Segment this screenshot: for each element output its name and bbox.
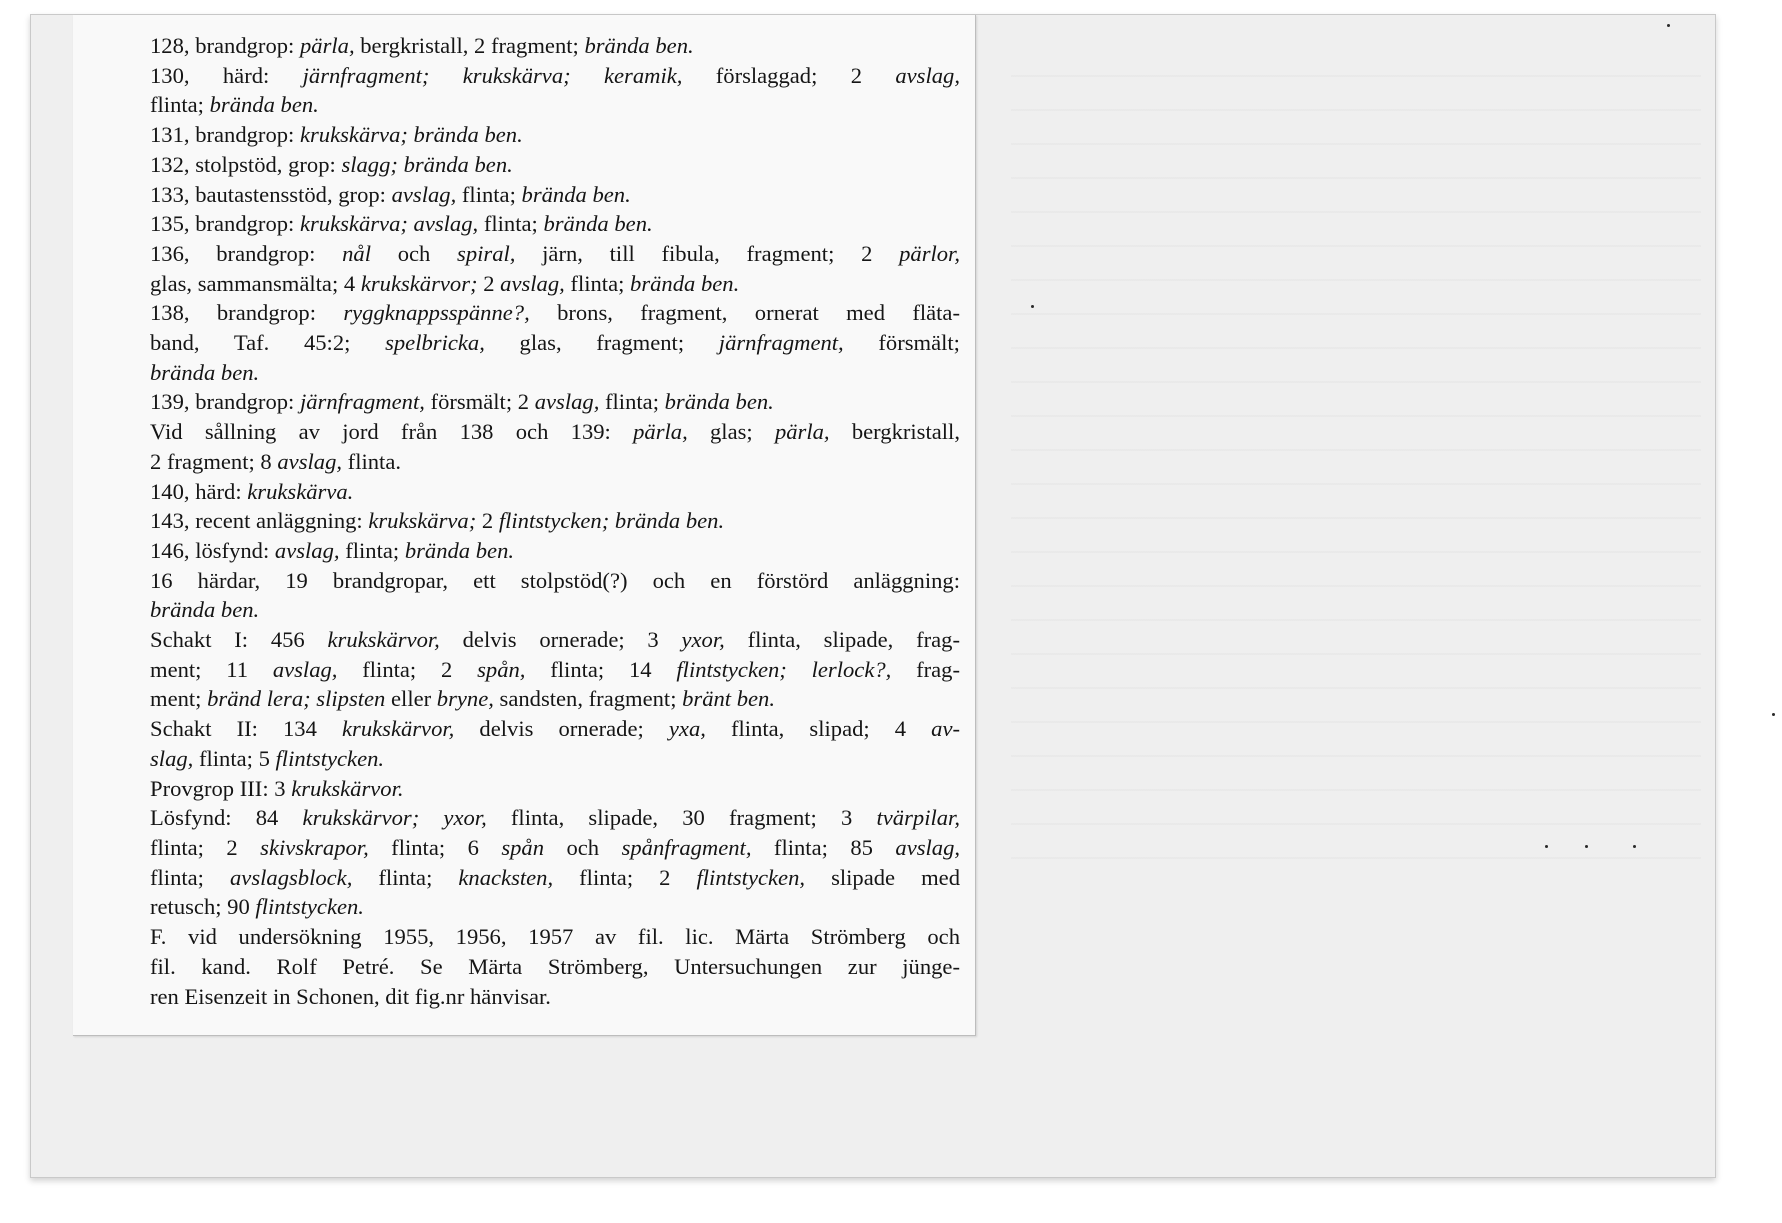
text-line: [150, 328, 960, 358]
italic-term: bryne,: [436, 686, 494, 712]
text-run: 2: [476, 508, 499, 534]
italic-term: av-: [931, 716, 961, 742]
text-line: [150, 892, 960, 922]
text-run: delvis ornerade; 3: [439, 627, 682, 653]
italic-term: avslag,: [272, 656, 338, 682]
dust-speck: [1031, 305, 1034, 308]
italic-term: flintstycken.: [275, 745, 385, 771]
text-line: [150, 566, 960, 596]
italic-term: avslag,: [500, 270, 565, 296]
text-run: 140, härd:: [150, 478, 248, 504]
italic-term: ryggknappsspänne?,: [343, 300, 530, 326]
text-line: [150, 477, 960, 507]
italic-term: spiral,: [457, 240, 516, 266]
italic-term: avslag,: [274, 537, 340, 563]
text-run: glas;: [687, 419, 775, 445]
italic-term: spånfragment,: [621, 834, 752, 860]
text-run: flinta;: [339, 537, 405, 563]
text-line: [150, 803, 960, 833]
text-run: flinta, slipade, 30 fragment; 3: [486, 805, 877, 831]
text-run: ment;: [150, 686, 208, 712]
text-run: flinta, slipad; 4: [705, 716, 932, 742]
italic-term: avslag,: [277, 448, 343, 474]
text-run: band, Taf. 45:2;: [150, 330, 386, 356]
text-run: ren Eisenzeit in Schonen, dit fig.nr hänvisar.: [150, 983, 551, 1009]
italic-term: brända ben.: [150, 597, 260, 623]
italic-term: avslag,: [895, 62, 960, 88]
text-run: sandsten, fragment;: [493, 686, 683, 712]
text-run: 143, recent anläggning:: [150, 508, 369, 534]
italic-term: järnfragment; krukskärva; keramik,: [302, 62, 683, 88]
text-run: 135, brandgrop:: [150, 211, 300, 237]
italic-term: knacksten,: [458, 864, 554, 890]
italic-term: yxa,: [668, 716, 706, 742]
italic-term: brända ben.: [209, 92, 319, 118]
italic-term: tvärpilar,: [876, 805, 960, 831]
italic-term: flintstycken; brända ben.: [498, 508, 725, 534]
text-run: 128, brandgrop:: [150, 33, 300, 58]
italic-term: flintstycken,: [696, 864, 806, 890]
text-line: [150, 417, 960, 447]
text-run: 130, härd:: [150, 62, 303, 88]
text-run: frag-: [891, 656, 960, 682]
text-run: fil. kand. Rolf Petré. Se Märta Strömberg, Untersuchungen zur jünge-: [150, 953, 960, 979]
text-run: flinta;: [150, 92, 210, 118]
italic-term: spån,: [477, 656, 526, 682]
italic-term: järnfragment,: [718, 330, 844, 356]
text-run: flinta.: [342, 448, 401, 474]
italic-term: pärlor,: [899, 240, 960, 266]
italic-term: brända ben.: [584, 33, 694, 58]
text-line: [150, 922, 960, 952]
text-line: [150, 536, 960, 566]
text-run: retusch; 90: [150, 894, 256, 920]
text-line: [150, 387, 960, 417]
italic-term: yxor,: [681, 627, 725, 653]
italic-term: bränd lera; slipsten: [207, 686, 386, 712]
text-line: [150, 358, 960, 388]
text-run: 136, brandgrop:: [150, 240, 343, 266]
text-line: [150, 150, 960, 180]
text-run: F. vid undersökning 1955, 1956, 1957 av fil. lic. Märta Strömberg och: [150, 924, 960, 950]
text-run: 2 fragment; 8: [150, 448, 278, 474]
text-run: flinta; 2: [337, 656, 478, 682]
background-card: [30, 14, 1716, 1178]
text-line: [150, 714, 960, 744]
text-run: glas, fragment;: [484, 330, 719, 356]
text-run: 139, brandgrop:: [150, 389, 300, 415]
italic-term: krukskärvor,: [342, 716, 455, 742]
italic-term: brända ben.: [543, 211, 653, 237]
text-run: Schakt II: 134: [150, 716, 342, 742]
text-line: [150, 31, 960, 61]
text-run: 146, lösfynd:: [150, 537, 275, 563]
text-run: ment; 11: [150, 656, 273, 682]
text-run: flinta; 14: [525, 656, 677, 682]
text-run: flinta; 6: [368, 834, 502, 860]
text-run: brons, fragment, ornerat med fläta-: [529, 300, 960, 326]
text-line: [150, 61, 960, 91]
italic-term: brända ben.: [150, 359, 260, 385]
italic-term: brända ben.: [404, 537, 515, 563]
italic-term: krukskärva; brända ben.: [299, 122, 523, 148]
text-run: och: [370, 240, 458, 266]
text-run: flinta;: [456, 181, 522, 207]
text-run: 133, bautastensstöd, grop:: [150, 181, 392, 207]
text-run: delvis ornerade;: [454, 716, 669, 742]
text-run: 16 härdar, 19 brandgropar, ett stolpstöd(?) och en förstörd anläggning:: [150, 567, 960, 593]
text-line: [150, 209, 960, 239]
catalog-text-block: [150, 31, 960, 1011]
text-run: glas, sammansmälta; 4: [150, 270, 361, 296]
text-line: [150, 863, 960, 893]
text-run: flinta;: [599, 389, 665, 415]
text-run: Provgrop III: 3: [150, 775, 292, 801]
text-run: flinta; 2: [150, 834, 261, 860]
dust-speck: [1633, 845, 1636, 848]
text-line: [150, 833, 960, 863]
text-line: [150, 684, 960, 714]
text-run: försmält;: [843, 330, 960, 356]
italic-term: krukskärvor,: [327, 627, 440, 653]
text-line: [150, 506, 960, 536]
pasted-text-sheet: [73, 15, 976, 1036]
text-line: [150, 655, 960, 685]
italic-term: krukskärva; avslag,: [299, 211, 479, 237]
italic-term: avslagsblock,: [230, 864, 353, 890]
italic-term: slagg; brända ben.: [341, 151, 513, 177]
italic-term: spån: [501, 834, 545, 860]
text-line: [150, 625, 960, 655]
text-run: flinta; 5: [193, 745, 276, 771]
text-line: [150, 595, 960, 625]
text-line: [150, 298, 960, 328]
text-line: [150, 180, 960, 210]
text-run: 138, brandgrop:: [150, 300, 344, 326]
italic-term: krukskärva.: [247, 478, 354, 504]
italic-term: pärla,: [633, 419, 688, 445]
italic-term: krukskärvor;: [360, 270, 478, 296]
italic-term: brända ben.: [630, 270, 740, 296]
italic-term: flintstycken.: [255, 894, 364, 920]
dust-speck: [1545, 845, 1548, 848]
italic-term: skivskrapor,: [260, 834, 369, 860]
text-run: försmält; 2: [424, 389, 535, 415]
text-run: bergkristall, 2 fragment;: [354, 33, 585, 58]
italic-term: avslag,: [895, 834, 961, 860]
text-line: [150, 774, 960, 804]
italic-term: bränt ben.: [682, 686, 776, 712]
text-run: flinta; 85: [751, 834, 896, 860]
text-line: [150, 239, 960, 269]
text-line: [150, 447, 960, 477]
text-line: [150, 90, 960, 120]
text-run: flinta; 2: [553, 864, 697, 890]
italic-term: brända ben.: [521, 181, 631, 207]
text-run: bergkristall,: [829, 419, 960, 445]
text-run: järn, till fibula, fragment; 2: [515, 240, 900, 266]
text-run: Lösfynd: 84: [150, 805, 303, 831]
italic-term: pärla,: [774, 419, 830, 445]
text-run: flinta;: [352, 864, 459, 890]
italic-term: spelbricka,: [385, 330, 485, 356]
italic-term: pärla,: [299, 33, 355, 58]
dust-speck: [1585, 845, 1588, 848]
text-run: förslaggad; 2: [682, 62, 896, 88]
text-line: [150, 744, 960, 774]
text-run: flinta;: [564, 270, 631, 296]
text-line: [150, 952, 960, 982]
text-run: flinta, slipade, frag-: [724, 627, 960, 653]
italic-term: krukskärvor.: [291, 775, 404, 801]
text-run: slipade med: [805, 864, 960, 890]
show-through-texture: [1011, 75, 1701, 875]
italic-term: järnfragment,: [299, 389, 425, 415]
text-run: och: [544, 834, 622, 860]
text-run: Schakt I: 456: [150, 627, 328, 653]
italic-term: avslag,: [391, 181, 457, 207]
text-run: flinta;: [150, 864, 230, 890]
text-run: flinta;: [478, 211, 544, 237]
italic-term: avslag,: [534, 389, 600, 415]
text-run: 131, brandgrop:: [150, 122, 300, 148]
dust-speck: [1772, 713, 1775, 716]
italic-term: slag,: [150, 745, 194, 771]
dust-speck: [1667, 24, 1670, 27]
italic-term: krukskärva;: [368, 508, 477, 534]
text-run: eller: [385, 686, 437, 712]
text-line: [150, 120, 960, 150]
italic-term: flintstycken; lerlock?,: [676, 656, 892, 682]
italic-term: brända ben.: [664, 389, 774, 415]
text-line: [150, 982, 960, 1012]
text-run: 132, stolpstöd, grop:: [150, 151, 342, 177]
text-run: 2: [477, 270, 501, 296]
italic-term: krukskärvor; yxor,: [302, 805, 487, 831]
text-line: [150, 269, 960, 299]
text-run: Vid sållning av jord från 138 och 139:: [150, 419, 634, 445]
italic-term: nål: [342, 240, 371, 266]
